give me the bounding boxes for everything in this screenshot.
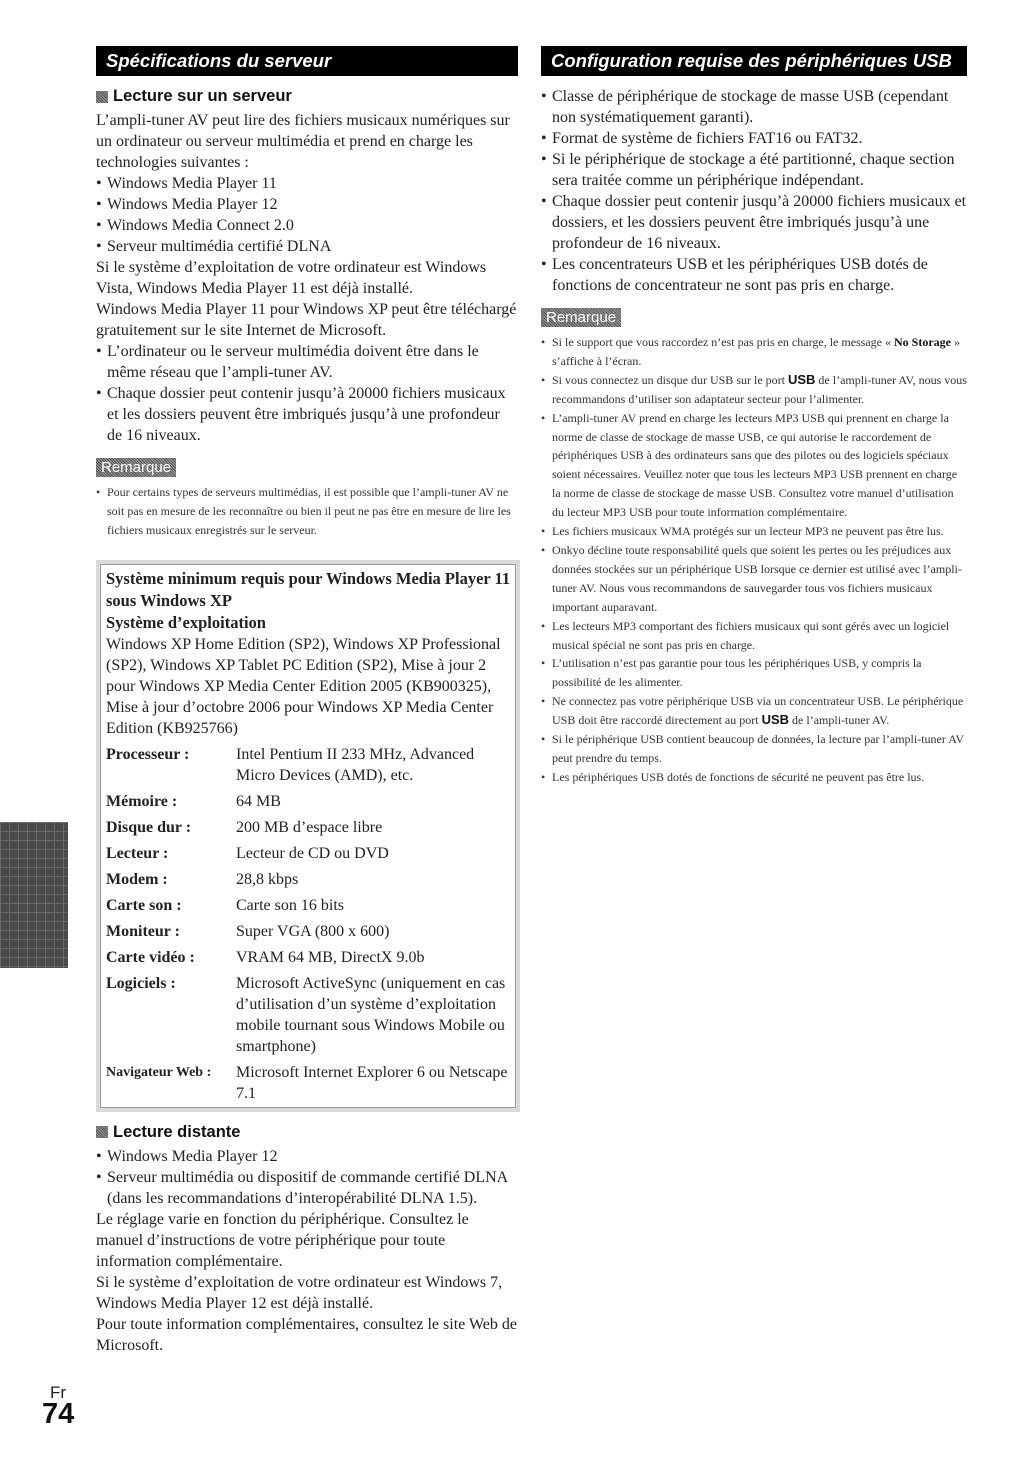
spec-value: 200 MB d’espace libre — [236, 818, 383, 836]
spec-row — [106, 817, 511, 838]
note-item: • Les lecteurs MP3 comportant des fichiers musicaux qui sont gérés avec un logiciel musical spécial ne sont pas pris en charge. — [541, 617, 967, 655]
supported-tech-list — [96, 173, 518, 257]
list-item: • Serveur multimédia certifié DLNA — [96, 236, 518, 257]
spec-row — [106, 947, 511, 968]
spec-value: Lecteur de CD ou DVD — [236, 844, 389, 862]
note-item: • Si vous connectez un disque dur USB sur le port USB de l’ampli-tuner AV, nous vous recommandons d’utiliser son adaptateur secteur pour l’alimenter. — [541, 371, 967, 409]
note-item: • Si le support que vous raccordez n’est pas pris en charge, le message « No Storage » s’affiche à l’écran. — [541, 333, 967, 371]
spec-key: Logiciels : — [106, 974, 176, 992]
list-item: • Chaque dossier peut contenir jusqu’à 20000 fichiers musicaux et dossiers, et les dossiers peuvent être imbriqués jusqu’à une profondeur de 16 niveaux. — [541, 191, 967, 254]
win7-paragraph: Si le système d’exploitation de votre ordinateur est Windows 7, Windows Media Player 12 est déjà installé. — [96, 1273, 503, 1312]
settings-paragraph: Le réglage varie en fonction du périphérique. Consultez le manuel d’instructions de votre périphérique pour toute information complémentaire. — [96, 1210, 469, 1270]
usb-requirements-list — [541, 86, 967, 296]
list-item: • Windows Media Player 12 — [96, 1146, 518, 1167]
spec-row — [106, 869, 511, 890]
microsoft-site-paragraph: Pour toute information complémentaires, consultez le site Web de Microsoft. — [96, 1315, 517, 1354]
list-item: • Windows Media Player 12 — [96, 194, 518, 215]
note-item: • L’utilisation n’est pas garantie pour tous les périphériques USB, y compris la possibilité de les alimenter. — [541, 654, 967, 692]
square-bullet-icon — [96, 91, 108, 103]
server-conditions-list — [96, 341, 518, 446]
spec-key: Processeur : — [106, 745, 190, 763]
spec-key: Modem : — [106, 870, 168, 888]
spec-key: Disque dur : — [106, 818, 192, 836]
language-label: Fr — [50, 1383, 67, 1402]
note-item: • Si le périphérique USB contient beaucoup de données, la lecture par l’ampli-tuner AV peut prendre du temps. — [541, 730, 967, 768]
right-column — [541, 46, 967, 787]
spec-row — [106, 744, 511, 786]
note-item: • Ne connectez pas votre périphérique USB via un concentrateur USB. Le périphérique USB doit être raccordé directement au port USB de l’ampli-tuner AV. — [541, 692, 967, 730]
spec-row — [106, 973, 511, 1057]
note-item: • Onkyo décline toute responsabilité quels que soient les pertes ou les préjudices aux données stockées sur un périphérique USB lorsque ce dernier est utilisé avec l’ampli-tuner AV. Nous vous recommandons de sauvegarder tous vos fichiers musicaux important auparavant. — [541, 541, 967, 617]
list-item: • Les concentrateurs USB et les périphériques USB dotés de fonctions de concentrateur ne sont pas pris en charge. — [541, 254, 967, 296]
spec-value: Carte son 16 bits — [236, 896, 344, 914]
spec-value: 28,8 kbps — [236, 870, 299, 888]
spec-key: Carte son : — [106, 896, 182, 914]
vista-paragraph: Si le système d’exploitation de votre ordinateur est Windows Vista, Windows Media Player 11 est déjà installé. — [96, 259, 487, 297]
spec-value: Intel Pentium II 233 MHz, Advanced Micro Devices (AMD), etc. — [236, 745, 475, 784]
subheading-server-playback: Lecture sur un serveur — [96, 87, 518, 106]
spec-key: Moniteur : — [106, 922, 180, 940]
section-title-usb-requirements: Configuration requise des périphériques USB — [541, 46, 967, 76]
server-notes — [96, 483, 518, 540]
box-title: Système minimum requis pour Windows Media Player 11 sous Windows XP — [106, 568, 511, 610]
xp-paragraph: Windows Media Player 11 pour Windows XP peut être téléchargé gratuitement sur le site Internet de Microsoft. — [96, 301, 517, 339]
spec-value: Microsoft Internet Explorer 6 ou Netscape 7.1 — [236, 1063, 508, 1102]
note-item: • Pour certains types de serveurs multimédias, il est possible que l’ampli-tuner AV ne soit pas en mesure de les reconnaître ou bien il peut ne pas être en mesure de lire les fichiers musicaux enregistrés sur le serveur. — [96, 483, 518, 540]
list-item: • Chaque dossier peut contenir jusqu’à 20000 fichiers musicaux et les dossiers peuvent être imbriqués jusqu’à une profondeur de 16 niveaux. — [96, 383, 518, 446]
spec-key: Lecteur : — [106, 844, 169, 862]
xp-requirements-box — [96, 560, 520, 1112]
list-item: • Format de système de fichiers FAT16 ou FAT32. — [541, 128, 967, 149]
list-item: • Windows Media Player 11 — [96, 173, 518, 194]
list-item: • L’ordinateur ou le serveur multimédia doivent être dans le même réseau que l’ampli-tuner AV. — [96, 341, 518, 383]
remote-playback-list — [96, 1146, 518, 1209]
spec-key: Navigateur Web : — [106, 1064, 212, 1080]
spec-value: Microsoft ActiveSync (uniquement en cas d’utilisation d’un système d’exploitation mobile tournant sous Windows Mobile ou smartphone) — [236, 974, 506, 1055]
spec-row — [106, 1062, 511, 1104]
list-item: • Classe de périphérique de stockage de masse USB (cependant non systématiquement garanti). — [541, 86, 967, 128]
section-title-server-specs: Spécifications du serveur — [96, 46, 518, 76]
list-item: • Windows Media Connect 2.0 — [96, 215, 518, 236]
spec-row — [106, 843, 511, 864]
remark-label: Remarque — [96, 458, 176, 477]
list-item: • Si le périphérique de stockage a été partitionné, chaque section sera traitée comme un périphérique indépendant. — [541, 149, 967, 191]
intro-paragraph: L’ampli-tuner AV peut lire des fichiers musicaux numériques sur un ordinateur ou serveur multimédia et prend en charge les technologies suivantes : — [96, 112, 510, 171]
os-text: Windows XP Home Edition (SP2), Windows XP Professional (SP2), Windows XP Tablet PC Edition (SP2), Mise à jour 2 pour Windows XP Media Center Edition 2005 (KB900325), Mise à jour d’octobre 2006 pour Windows XP Media Center Edition (KB925766) — [106, 635, 501, 737]
note-item: • Les périphériques USB dotés de fonctions de sécurité ne peuvent pas être lus. — [541, 768, 967, 787]
spec-value: 64 MB — [236, 792, 281, 810]
spec-value: VRAM 64 MB, DirectX 9.0b — [236, 948, 425, 966]
page-number: 74 — [42, 1398, 75, 1430]
left-column — [96, 46, 518, 1356]
usb-notes — [541, 333, 967, 787]
chapter-tab — [0, 822, 68, 968]
square-bullet-icon — [96, 1126, 108, 1138]
note-item: • Les fichiers musicaux WMA protégés sur un lecteur MP3 ne peuvent pas être lus. — [541, 522, 967, 541]
os-label: Système d’exploitation — [106, 612, 266, 632]
spec-row — [106, 791, 511, 812]
list-item: • Serveur multimédia ou dispositif de commande certifié DLNA (dans les recommandations d’interopérabilité DLNA 1.5). — [96, 1167, 518, 1209]
spec-key: Carte vidéo : — [106, 948, 195, 966]
remark-label: Remarque — [541, 308, 621, 327]
spec-row — [106, 921, 511, 942]
subheading-remote-playback: Lecture distante — [96, 1123, 518, 1142]
spec-value: Super VGA (800 x 600) — [236, 922, 390, 940]
spec-key: Mémoire : — [106, 792, 178, 810]
note-item: • L’ampli-tuner AV prend en charge les lecteurs MP3 USB qui prennent en charge la norme de classe de stockage de masse USB, ce qui autorise le raccordement de périphériques USB à des ordinateurs sans que des pilotes ou des logiciels spéciaux soient nécessaires. Veuillez noter que tous les lecteurs MP3 USB prennent en charge la norme de classe de stockage de masse USB. Consultez votre manuel d’utilisation du lecteur MP3 USB pour toute information complémentaire. — [541, 409, 967, 522]
spec-row — [106, 895, 511, 916]
